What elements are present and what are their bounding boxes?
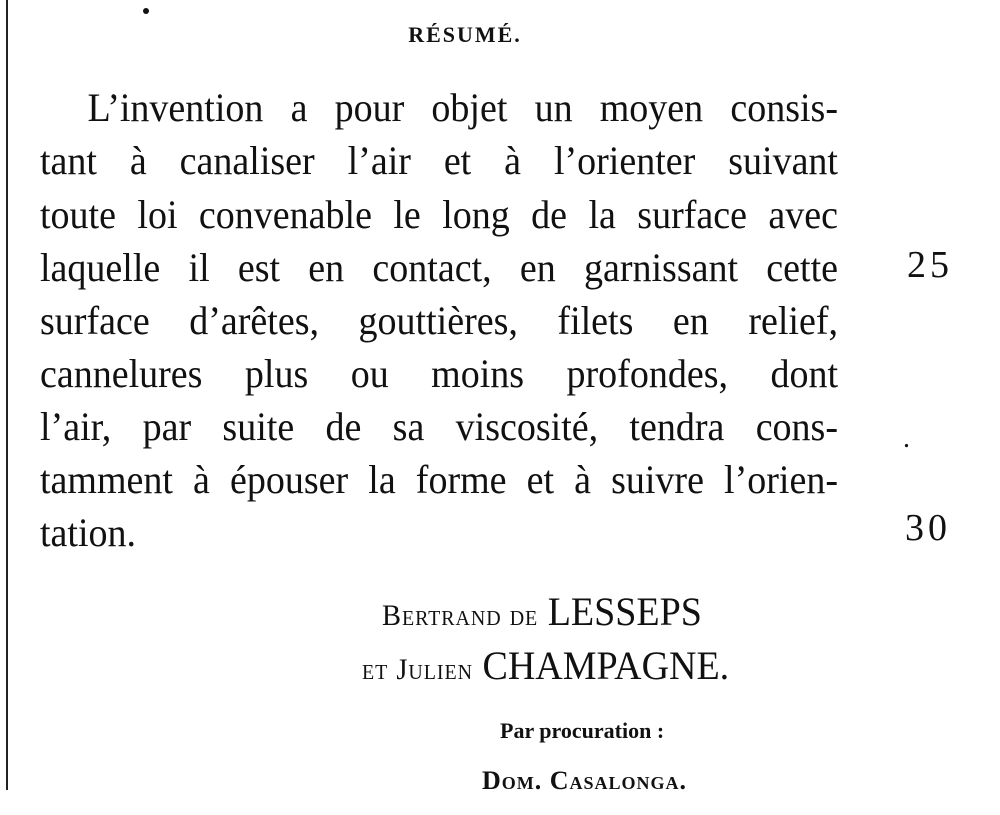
- body-line-3: toute loi convenable le long de la surface avec: [40, 192, 838, 237]
- margin-line-number-25: 25: [907, 244, 953, 286]
- ink-dot: [143, 8, 149, 14]
- body-line-9: tation.: [40, 510, 137, 555]
- signatory-2-prefix: et Julien: [362, 653, 473, 686]
- signatory-2-surname: CHAMPAGNE.: [482, 643, 730, 688]
- margin-line-number-30: 30: [905, 507, 951, 549]
- body-line-1: L’invention a pour objet un moyen consis-: [87, 85, 838, 130]
- signatory-1-surname: LESSEPS: [547, 589, 702, 634]
- section-heading: RÉSUMÉ.: [408, 22, 522, 47]
- procuration-label: Par procuration :: [500, 718, 665, 743]
- body-line-6: cannelures plus ou moins profondes, dont: [40, 351, 838, 396]
- left-margin-rule: [6, 0, 8, 790]
- signatory-line-2: [362, 642, 729, 689]
- signatory-line-1: [382, 588, 702, 635]
- body-line-5: surface d’arêtes, gouttières, filets en relief,: [40, 298, 838, 343]
- body-line-2: tant à canaliser l’air et à l’orienter suivant: [40, 138, 838, 183]
- signatory-1-prefix: Bertrand de: [382, 599, 539, 632]
- body-line-8: tamment à épouser la forme et à suivre l’orien-: [40, 457, 838, 502]
- body-line-7: l’air, par suite de sa viscosité, tendra cons-: [40, 404, 838, 449]
- margin-mark: .: [903, 423, 910, 454]
- agent-name: Dom. Casalonga.: [482, 766, 688, 795]
- body-line-4: laquelle il est en contact, en garnissant cette: [40, 245, 838, 290]
